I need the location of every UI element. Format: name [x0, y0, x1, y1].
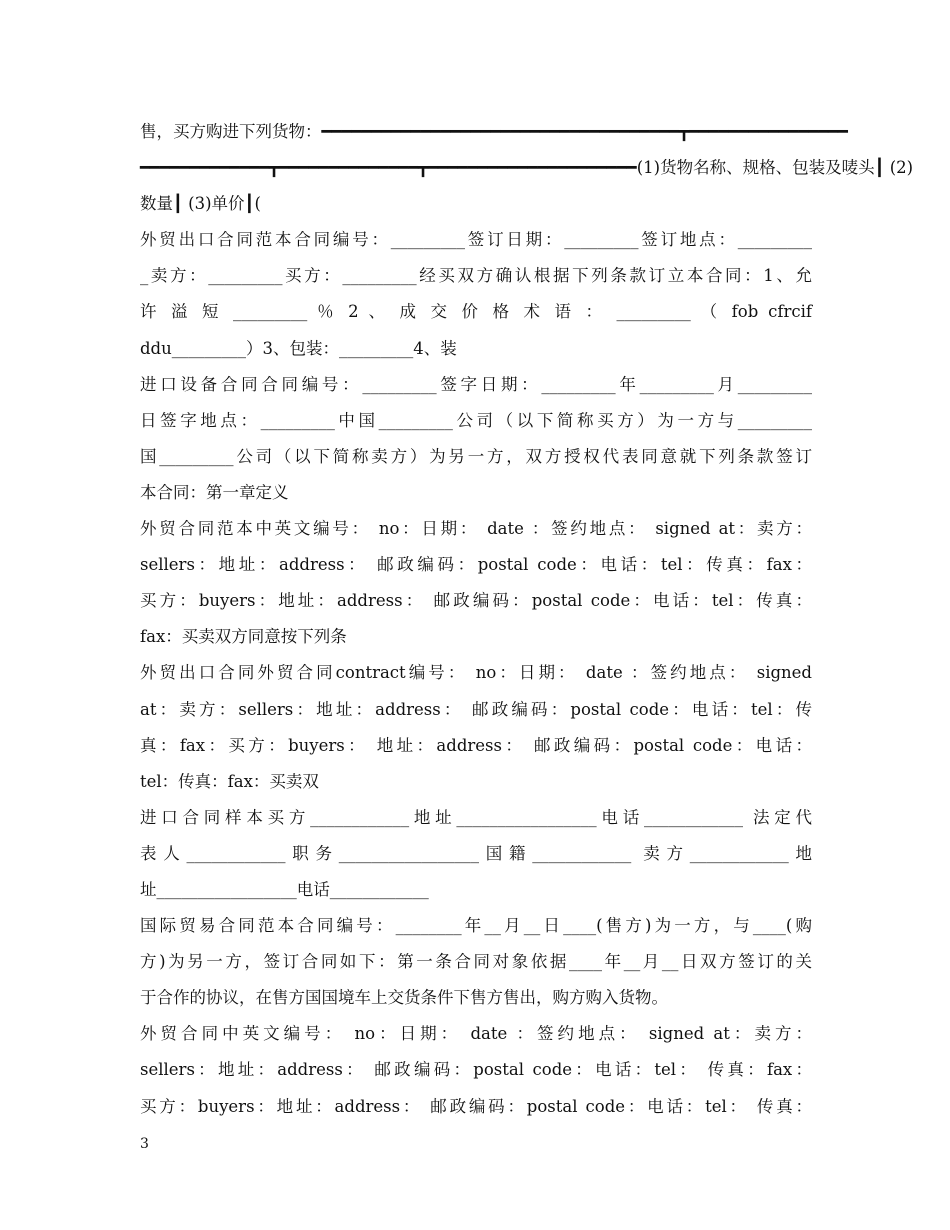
text-line: 址_________________电话____________ [140, 879, 429, 899]
text-line: 数量┃ (3)单价┃( [140, 194, 261, 214]
text-line: 日签字地点：_________中国_________公司（以下简称买方）为一方与_________ [140, 410, 812, 430]
text-line: 买方：buyers：地址：address： 邮政编码：postal code：电话：tel： 传真： [140, 1096, 812, 1116]
text-line: 本合同：第一章定义 [140, 482, 289, 502]
text-line: 国_________公司（以下简称卖方）为另一方，双方授权代表同意就下列条款签订 [140, 446, 812, 466]
text-line: 外贸出口合同范本合同编号：_________签订日期：_________签订地点：_________ [140, 230, 812, 250]
text-line: 于合作的协议，在售方国国境车上交货条件下售方售出，购方购入货物。 [140, 988, 668, 1008]
text-line: 外贸合同中英文编号： no：日期： date ：签约地点： signed at：卖方： [140, 1024, 812, 1044]
text-line: 国际贸易合同范本合同编号：________年__月__日____(售方)为一方，与____(购 [140, 916, 812, 936]
text-line: 方)为另一方，签订合同如下：第一条合同对象依据____年__月__日双方签订的关 [140, 952, 812, 972]
text-line: 外贸出口合同外贸合同contract编号： no：日期： date ：签约地点： signed [140, 663, 812, 683]
text-line: 表人____________职务_________________国籍____________ 卖方____________地 [140, 843, 812, 863]
text-line: 真：fax：买方：buyers： 地址：address： 邮政编码：postal code：电话： [140, 735, 812, 755]
text-line: sellers：地址：address： 邮政编码：postal code：电话：tel： 传真：fax： [140, 1060, 812, 1080]
text-line: 售，买方购进下列货物：━━━━━━━━━━━━━━━━━━━━━━━━━━━━━━━━━━━━┳━━━━━━━━━━━━━━━━ [140, 122, 848, 141]
text-line: 买方：buyers：地址：address： 邮政编码：postal code：电话：tel：传真： [140, 591, 812, 611]
page-number: 3 [140, 1136, 149, 1152]
text-line: at：卖方：sellers：地址：address： 邮政编码：postal code：电话：tel：传 [140, 699, 812, 719]
text-line: tel：传真：fax：买卖双 [140, 771, 319, 791]
text-line: ━━━━━━━━━━━━━┳━━━━━━━━━━━━━━┳━━━━━━━━━━━━━━━━━━━━━(1)货物名称、规格、包装及唛头┃ (2) [140, 158, 914, 178]
text-line: _卖方：_________买方：_________经买双方确认根据下列条款订立本合同：1、允 [140, 266, 812, 286]
page-body [140, 114, 914, 1125]
text-line: sellers：地址：address： 邮政编码：postal code：电话：tel：传真：fax： [140, 555, 812, 575]
text-line: 进口合同样本买方____________地址_________________电话____________ 法定代 [140, 807, 812, 827]
text-line: 许 溢 短 _________ ％ 2 、 成 交 价 格 术 语 ： _________ （ fob cfrcif [140, 302, 812, 322]
text-line: 进口设备合同合同编号：_________签字日期：_________年_________月_________ [140, 374, 812, 394]
text-line: ddu_________）3、包装：_________4、装 [140, 338, 457, 358]
text-line: 外贸合同范本中英文编号： no：日期： date ：签约地点： signed at：卖方： [140, 519, 812, 539]
text-line: fax：买卖双方同意按下列条 [140, 627, 347, 647]
